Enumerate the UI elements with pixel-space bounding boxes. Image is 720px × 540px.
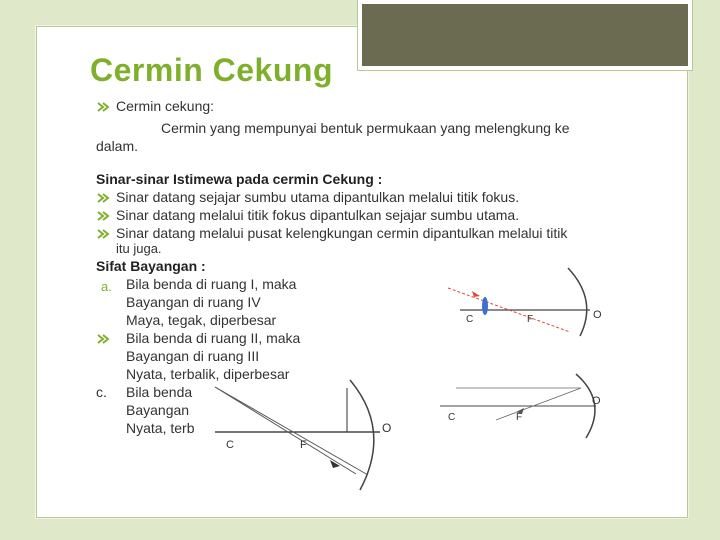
diagram-case-3 xyxy=(436,372,616,442)
definition-term: Cermin cekung xyxy=(116,98,211,114)
marker-a: a. xyxy=(101,279,112,294)
point-f-label: F xyxy=(527,314,534,325)
point-f-label: F xyxy=(516,412,523,423)
double-arrow-bullet-icon xyxy=(97,193,111,203)
diagram-case-2 xyxy=(200,372,400,497)
point-c-label: C xyxy=(226,439,234,451)
double-arrow-bullet-icon xyxy=(97,211,111,221)
property-c-line2: Bayangan xyxy=(126,402,190,418)
diagram-case-1 xyxy=(440,260,610,340)
ray-arrow xyxy=(472,291,480,297)
object-lens xyxy=(482,297,488,315)
definition-text-line1: Cermin yang mempunyai bentuk permukaan yang melengkung ke xyxy=(161,120,570,136)
point-o-label: O xyxy=(593,309,602,321)
ray-item-2: Sinar datang melalui titik fokus dipantulkan sejajar sumbu utama. xyxy=(116,207,520,223)
double-arrow-bullet-icon xyxy=(97,229,111,239)
definition-text-line2: dalam. xyxy=(96,138,139,154)
property-c-line1: Bila benda xyxy=(126,384,193,400)
double-arrow-bullet-icon xyxy=(97,102,111,112)
point-o-label: O xyxy=(592,395,601,407)
concave-mirror xyxy=(350,380,374,490)
property-b-line1: Bila benda di ruang II, maka xyxy=(126,330,301,346)
property-a-line1: Bila benda di ruang I, maka xyxy=(126,276,297,292)
marker-c: c. xyxy=(96,384,107,400)
property-a-line3: Maya, tegak, diperbesar xyxy=(126,312,277,328)
ray-item-3-continuation: itu juga. xyxy=(116,241,162,256)
property-b-line2: Bayangan di ruang III xyxy=(126,348,260,364)
properties-heading: Sifat Bayangan : xyxy=(96,258,206,274)
ray-item-1: Sinar datang sejajar sumbu utama dipantulkan melalui titik fokus. xyxy=(116,189,520,205)
concave-mirror xyxy=(568,268,587,336)
decorative-corner-box xyxy=(358,0,692,70)
point-o-label: O xyxy=(382,421,392,435)
slide-title: Cermin Cekung xyxy=(90,52,333,88)
point-f-label: F xyxy=(300,439,307,451)
ray-item-3: Sinar datang melalui pusat kelengkungan cermin dipantulkan melalui titik xyxy=(116,225,568,241)
reflected-ray xyxy=(496,388,581,420)
point-c-label: C xyxy=(466,314,474,325)
double-arrow-bullet-icon xyxy=(97,334,111,344)
point-c-label: C xyxy=(448,412,456,423)
rays-heading: Sinar-sinar Istimewa pada cermin Cekung : xyxy=(96,171,383,187)
incident-ray xyxy=(215,387,368,475)
reflected-ray xyxy=(215,387,356,474)
definition-term-line xyxy=(116,98,214,115)
property-b-line3: Nyata, terbalik, diperbesar xyxy=(126,366,290,382)
property-a-line2: Bayangan di ruang IV xyxy=(126,294,261,310)
property-c-line3: Nyata, terb xyxy=(126,420,195,436)
definition-colon: : xyxy=(210,98,215,114)
